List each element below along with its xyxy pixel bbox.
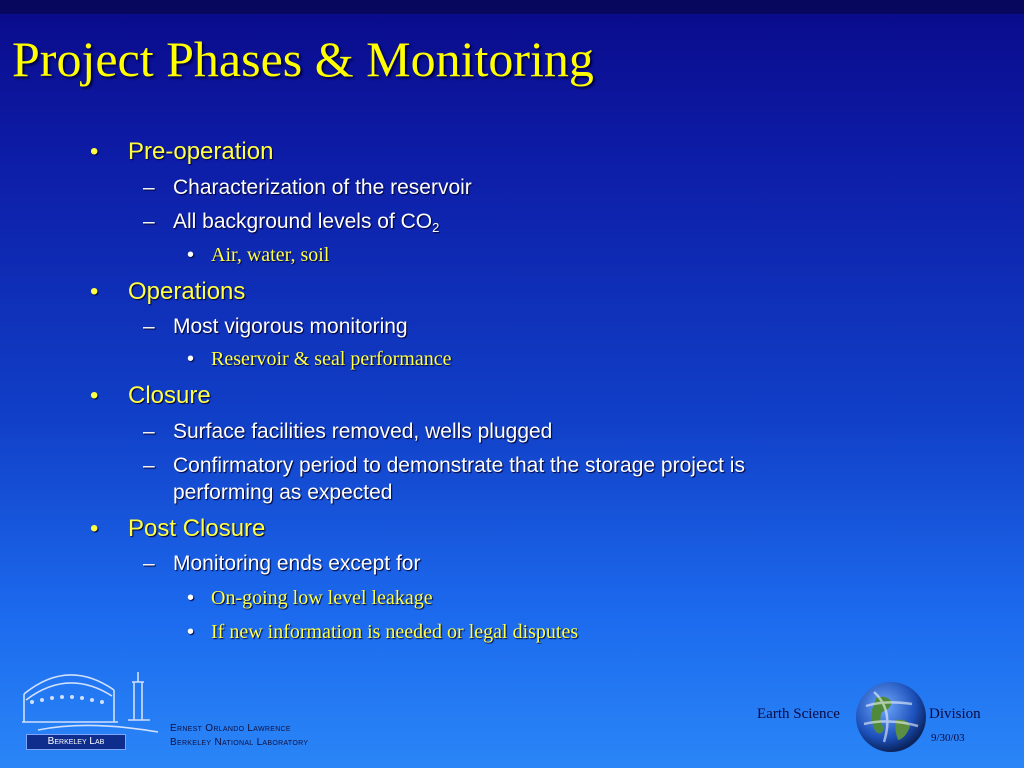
berkeley-lab-badge: Berkeley Lab (26, 734, 126, 750)
list-item (143, 552, 421, 576)
lab-name-line2: Berkeley National Laboratory (170, 737, 309, 748)
section-operations (90, 278, 246, 306)
dash-marker: – (143, 420, 155, 443)
slide-title: Project Phases & Monitoring (12, 31, 594, 87)
lab-name-line1: Ernest Orlando Lawrence (170, 723, 291, 734)
bullet-marker: • (187, 348, 195, 370)
subscript: 2 (432, 220, 440, 235)
section-label: Closure (128, 382, 211, 409)
sub-list-item (187, 621, 579, 644)
dash-marker: – (143, 315, 155, 338)
list-item (143, 315, 408, 339)
section-label: Pre-operation (128, 138, 274, 165)
globe-icon (854, 680, 928, 754)
item-text: performing as expected (173, 481, 393, 504)
dash-marker: – (143, 552, 155, 575)
dash-marker: – (143, 210, 155, 233)
list-item (143, 420, 553, 444)
sub-list-item (187, 244, 330, 267)
list-item-continuation (173, 481, 392, 505)
slide-date: 9/30/03 (931, 732, 965, 744)
top-bar (0, 0, 1024, 14)
list-item (143, 176, 472, 200)
bullet-marker: • (90, 138, 99, 165)
bullet-marker: • (90, 278, 99, 305)
item-text: Confirmatory period to demonstrate that the storage project is (173, 454, 745, 477)
subitem-text: Reservoir & seal performance (211, 348, 452, 370)
sub-list-item (187, 587, 433, 610)
item-text: All background levels of CO (173, 210, 433, 233)
section-closure (90, 382, 211, 410)
section-label: Operations (128, 278, 246, 305)
bullet-marker: • (187, 244, 195, 266)
subitem-text: On-going low level leakage (211, 587, 433, 609)
list-item (143, 454, 745, 478)
section-label: Post Closure (128, 515, 266, 542)
item-text: Characterization of the reservoir (173, 176, 472, 199)
section-pre-operation (90, 138, 274, 166)
dash-marker: – (143, 454, 155, 477)
lab-name (170, 722, 308, 750)
item-text: Most vigorous monitoring (173, 315, 408, 338)
bullet-marker: • (90, 382, 99, 409)
dash-marker: – (143, 176, 155, 199)
subitem-text: Air, water, soil (211, 244, 330, 266)
list-item (143, 210, 440, 235)
bullet-marker: • (187, 587, 195, 609)
division-label-left: Earth Science (757, 706, 840, 722)
sub-list-item (187, 348, 452, 371)
item-text: Monitoring ends except for (173, 552, 421, 575)
section-post-closure (90, 515, 266, 543)
bullet-marker: • (90, 515, 99, 542)
bullet-marker: • (187, 621, 195, 643)
subitem-text: If new information is needed or legal disputes (211, 621, 579, 643)
item-text: Surface facilities removed, wells plugged (173, 420, 553, 443)
division-label-right: Division (929, 706, 981, 722)
